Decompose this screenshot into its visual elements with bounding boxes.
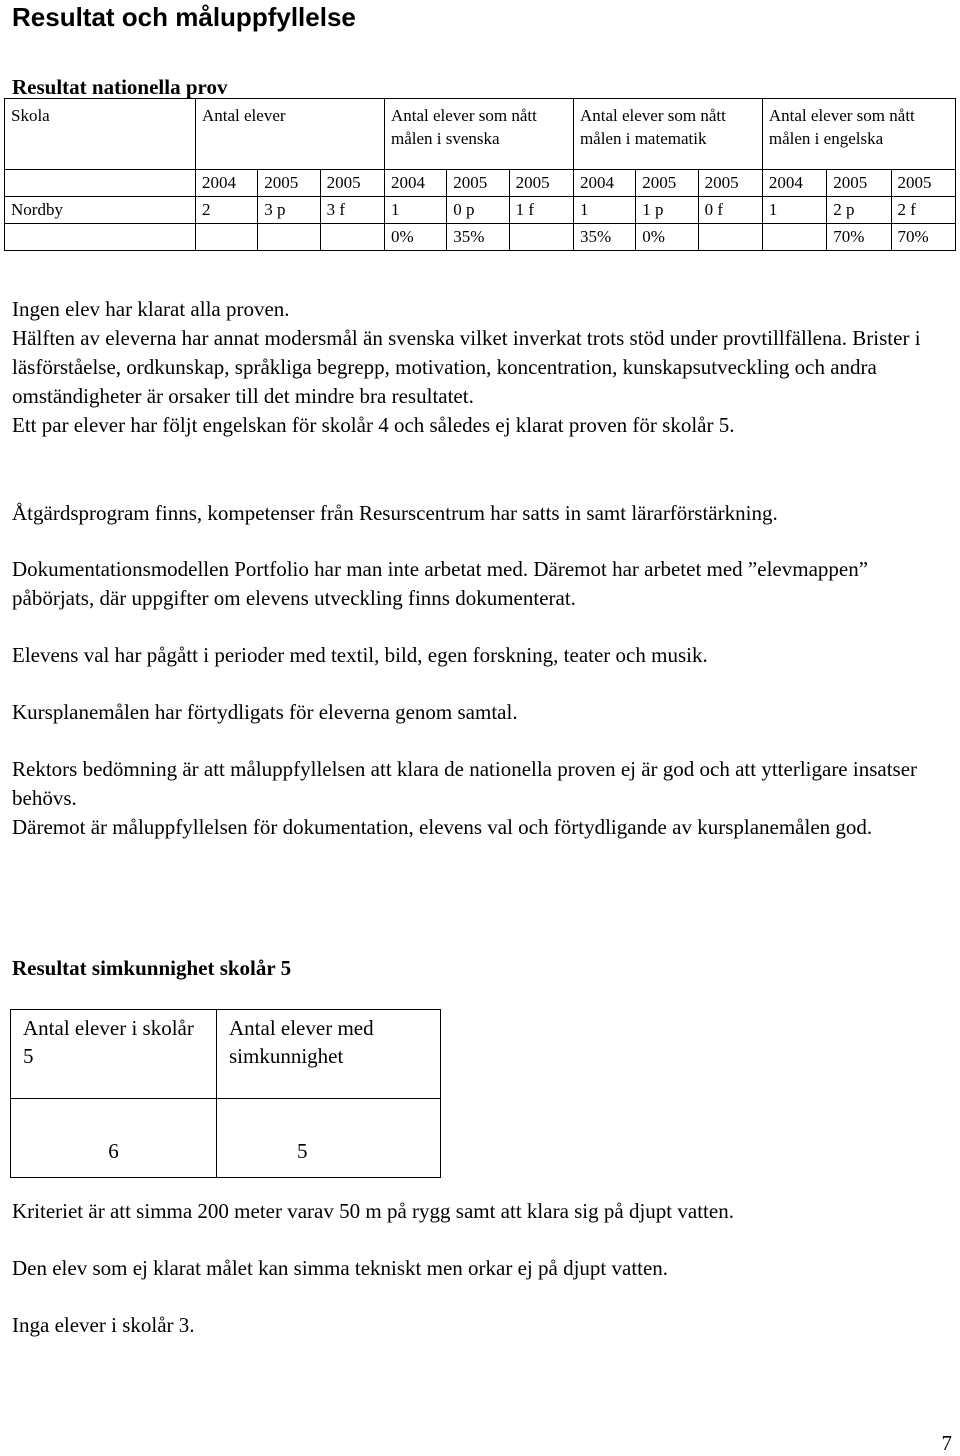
value-cell: 1 f <box>509 197 573 224</box>
percent-cell <box>258 224 320 251</box>
header-english: Antal elever som nått målen i engelska <box>762 99 955 170</box>
percent-cell: 70% <box>891 224 955 251</box>
table-header-row <box>5 99 956 170</box>
percent-cell: 35% <box>447 224 509 251</box>
value-cell: 3 f <box>320 197 384 224</box>
results-explanation: Hälften av eleverna har annat modersmål än svenska vilket inverkat trots stöd under provtillfällena. Brister i läsförståelse, ordkunskap, språkliga begrepp, motivation, koncentration, kunskapsutveckling och andra omständigheter är orsaker till det mindre bra resultatet. <box>12 326 921 408</box>
header-school: Skola <box>5 99 196 170</box>
paragraph-assessment <box>12 755 952 842</box>
paragraph-results <box>12 295 952 440</box>
value-cell: 1 <box>384 197 446 224</box>
year-cell: 2005 <box>827 170 891 197</box>
value-cell: 1 <box>573 197 635 224</box>
swimming-table <box>10 1009 441 1178</box>
swimming-grade3-note: Inga elever i skolår 3. <box>12 1313 195 1337</box>
year-cell: 2005 <box>698 170 762 197</box>
percent-cell <box>320 224 384 251</box>
swimming-header-row <box>11 1010 441 1099</box>
swimming-value-pupils: 6 <box>11 1099 217 1178</box>
school-name: Nordby <box>5 197 196 224</box>
percent-cell: 70% <box>827 224 891 251</box>
national-tests-table <box>4 98 956 251</box>
percent-cell <box>698 224 762 251</box>
percent-cell: 0% <box>384 224 446 251</box>
national-tests-heading: Resultat nationella prov <box>12 75 228 99</box>
year-cell: 2005 <box>447 170 509 197</box>
paragraph-curriculum: Kursplanemålen har förtydligats för eleverna genom samtal. <box>12 700 518 724</box>
page-number: 7 <box>941 1431 952 1455</box>
year-cell: 2004 <box>195 170 257 197</box>
paragraph-action-programs: Åtgärdsprogram finns, kompetenser från Resurscentrum har satts in samt lärarförstärkning. <box>12 501 778 525</box>
percent-cell <box>762 224 826 251</box>
value-cell: 2 p <box>827 197 891 224</box>
swimming-heading: Resultat simkunnighet skolår 5 <box>12 956 292 980</box>
table-years-row <box>5 170 956 197</box>
value-cell: 2 f <box>891 197 955 224</box>
results-summary: Ingen elev har klarat alla proven. <box>12 297 290 321</box>
swimming-criterion: Kriteriet är att simma 200 meter varav 50 m på rygg samt att klara sig på djupt vatten. <box>12 1199 734 1223</box>
year-cell: 2004 <box>384 170 446 197</box>
assessment-other: Däremot är måluppfyllelsen för dokumentation, elevens val och förtydligande av kursplanemålen god. <box>12 815 873 839</box>
swimming-value-swimmers: 5 <box>217 1099 441 1178</box>
year-cell: 2005 <box>509 170 573 197</box>
year-cell: 2004 <box>762 170 826 197</box>
assessment-tests: Rektors bedömning är att måluppfyllelsen att klara de nationella proven ej är god och att ytterligare insatser behövs. <box>12 757 918 810</box>
year-cell: 2005 <box>636 170 698 197</box>
page-title: Resultat och måluppfyllelse <box>12 2 356 32</box>
value-cell: 0 p <box>447 197 509 224</box>
swimming-value-row <box>11 1099 441 1178</box>
percent-cell: 0% <box>636 224 698 251</box>
percent-cell: 35% <box>573 224 635 251</box>
percent-cell <box>509 224 573 251</box>
year-cell: 2004 <box>573 170 635 197</box>
swimming-header-pupils: Antal elever i skolår 5 <box>11 1010 217 1099</box>
value-cell: 0 f <box>698 197 762 224</box>
header-swedish: Antal elever som nått målen i svenska <box>384 99 573 170</box>
value-cell: 2 <box>195 197 257 224</box>
value-cell: 1 p <box>636 197 698 224</box>
header-math: Antal elever som nått målen i matematik <box>573 99 762 170</box>
percent-cell <box>195 224 257 251</box>
table-row <box>5 197 956 224</box>
value-cell: 1 <box>762 197 826 224</box>
value-cell: 3 p <box>258 197 320 224</box>
table-cell <box>5 224 196 251</box>
swimming-note: Den elev som ej klarat målet kan simma tekniskt men orkar ej på djupt vatten. <box>12 1256 669 1280</box>
paragraph-elective: Elevens val har pågått i perioder med textil, bild, egen forskning, teater och musik. <box>12 643 708 667</box>
year-cell: 2005 <box>258 170 320 197</box>
year-cell: 2005 <box>891 170 955 197</box>
table-cell <box>5 170 196 197</box>
paragraph-documentation: Dokumentationsmodellen Portfolio har man inte arbetat med. Däremot har arbetet med ”elevmappen” påbörjats, där uppgifter om elevens utveckling finns dokumenterat. <box>12 557 869 610</box>
year-cell: 2005 <box>320 170 384 197</box>
table-percent-row <box>5 224 956 251</box>
header-pupils: Antal elever <box>195 99 384 170</box>
results-english-note: Ett par elever har följt engelskan för skolår 4 och således ej klarat proven för skolår 5. <box>12 413 735 437</box>
swimming-header-swimmers: Antal elever med simkunnighet <box>217 1010 441 1099</box>
